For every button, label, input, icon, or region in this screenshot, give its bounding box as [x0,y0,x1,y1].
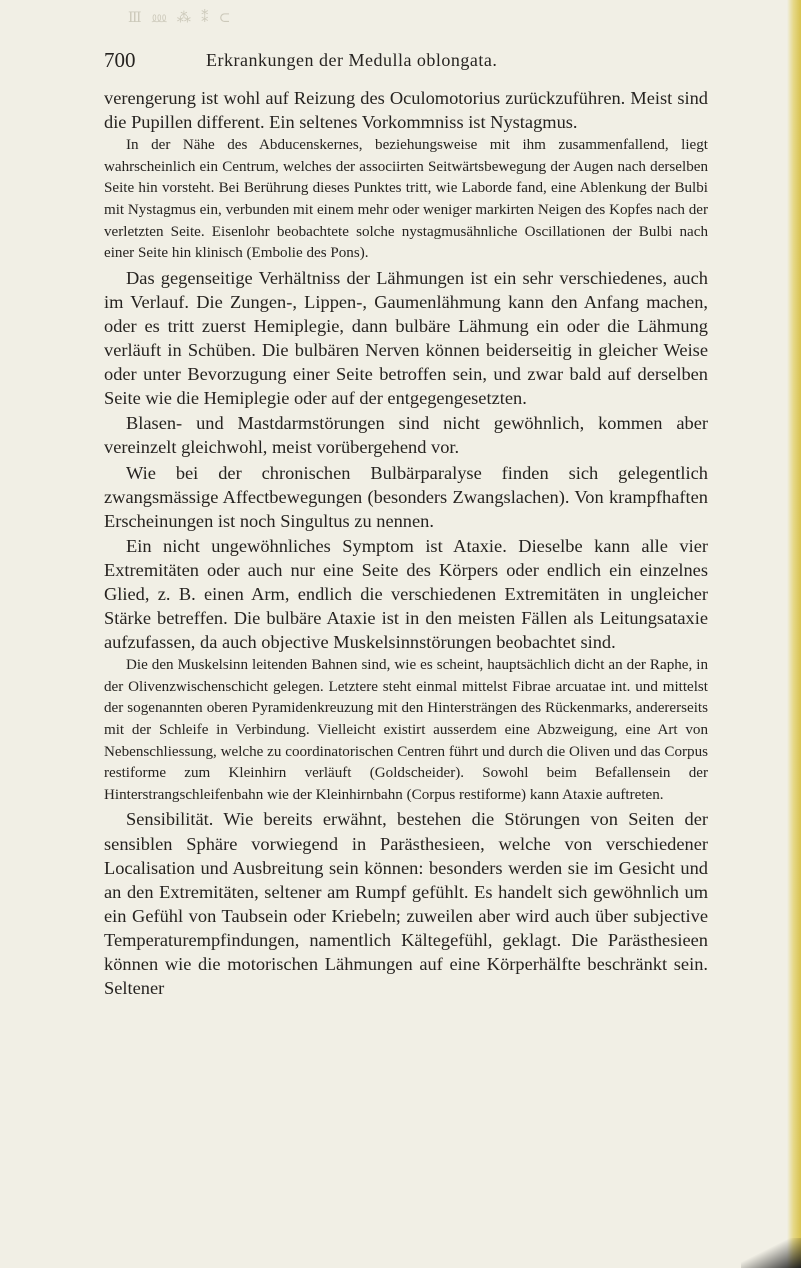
page-header [104,48,724,74]
paragraph-ataxia: Ein nicht ungewöhnliches Symptom ist Ataxie. Dieselbe kann alle vier Extremitäten oder auch nur eine Seite des Körpers oder endlich ein einzelnes Glied, z. B. einen Arm, endlich die verschiedenen Extremitäten in ungleicher Stärke betreffen. Die bulbäre Ataxie ist in den meisten Fällen als Leitungsataxie aufzufassen, da auch objective Muskelsinnstörungen beobachtet sind. [104,535,708,653]
paragraph-paralysis: Das gegenseitige Verhältniss der Lähmungen ist ein sehr verschiedenes, auch im Verlauf. Die Zungen-, Lippen-, Gaumenlähmung kann den Anfang machen, oder es tritt zuerst Hemiplegie, dann bulbäre Lähmung ein oder die Lähmung verläuft in Schüben. Die bulbären Nerven können beiderseitig in gleicher Weise oder unter Bevorzugung einer Seite betroffen sein, und zwar bald auf derselben Seite wie die Hemiplegie oder auf der entgegengesetzten. [104,267,708,409]
page-edge [787,0,801,1268]
paragraph-bladder: Blasen- und Mastdarmstörungen sind nicht gewöhnlich, kommen aber vereinzelt gleichwohl, meist vorübergehend vor. [104,413,708,458]
running-head: Erkrankungen der Medulla oblongata. [206,50,498,70]
page-number: 700 [104,48,136,72]
body-text [104,86,708,1000]
note-muscle-sense: Die den Muskelsinn leitenden Bahnen sind, wie es scheint, hauptsächlich dicht an der Raphe, in der Olivenzwischenschicht gelegen. Letztere steht einmal mittelst Fibrae arcuatae int. und mittelst der sogenannten oberen Pyramidenkreuzung mit den Hintersträngen des Rückenmarks, andererseits mit der Schleife in Verbindung. Vielleicht existirt ausserdem eine Abzweigung, eine Art von Nebenschliessung, welche zu coordinatorischen Centren führt und durch die Oliven und das Corpus restiforme zum Kleinhirn verläuft (Goldscheider). Sowohl beim Befallensein der Hinterstrangschleifenbahn wie der Kleinhirnbahn (Corpus restiforme) kann Ataxie auftreten. [104,657,708,803]
paragraph-sensibility: Sensibilität. Wie bereits erwähnt, bestehen die Störungen von Seiten der sensiblen Sphäre vorwiegend in Parästhesieen, welche von verschiedener Localisation und Ausbreitung sein können: besonders werden sie im Gesicht und an den Extremitäten, seltener am Rumpf gefühlt. Es handelt sich gewöhnlich um ein Gefühl von Taubsein oder Kriebeln; zuweilen aber wird auch über subjective Temperaturempfindungen, namentlich Kältegefühl, geklagt. Die Parästhesieen können wie die motorischen Lähmungen auf eine Körperhälfte beschränkt sein. Seltener [104,809,708,999]
paragraph-pupils: verengerung ist wohl auf Reizung des Oculomotorius zurückzuführen. Meist sind die Pupillen different. Ein seltenes Vorkommniss ist Nystagmus. [104,88,708,133]
note-abducens: In der Nähe des Abducenskernes, beziehungsweise mit ihm zusammenfallend, liegt wahrscheinlich ein Centrum, welches der associirten Seitwärtsbewegung der Augen nach derselben Seite hin vorsteht. Bei Berührung dieses Punktes tritt, wie Laborde fand, eine Ablenkung der Bulbi mit Nystagmus ein, verbunden mit einem mehr oder weniger markirten Neigen des Kopfes nach der verletzten Seite. Eisenlohr beobachtete solche nystagmusähnliche Oscillationen der Bulbi nach einer Seite hin klinisch (Embolie des Pons). [104,137,708,262]
bleed-through-text: Ⅲ ⅏ ⁂ ⁑ ⊂ [128,10,234,26]
paragraph-affect: Wie bei der chronischen Bulbärparalyse finden sich gelegentlich zwangsmässige Affectbewegungen (besonders Zwangslachen). Von krampfhaften Erscheinungen ist noch Singultus zu nennen. [104,462,708,531]
corner-shadow [741,1238,801,1268]
